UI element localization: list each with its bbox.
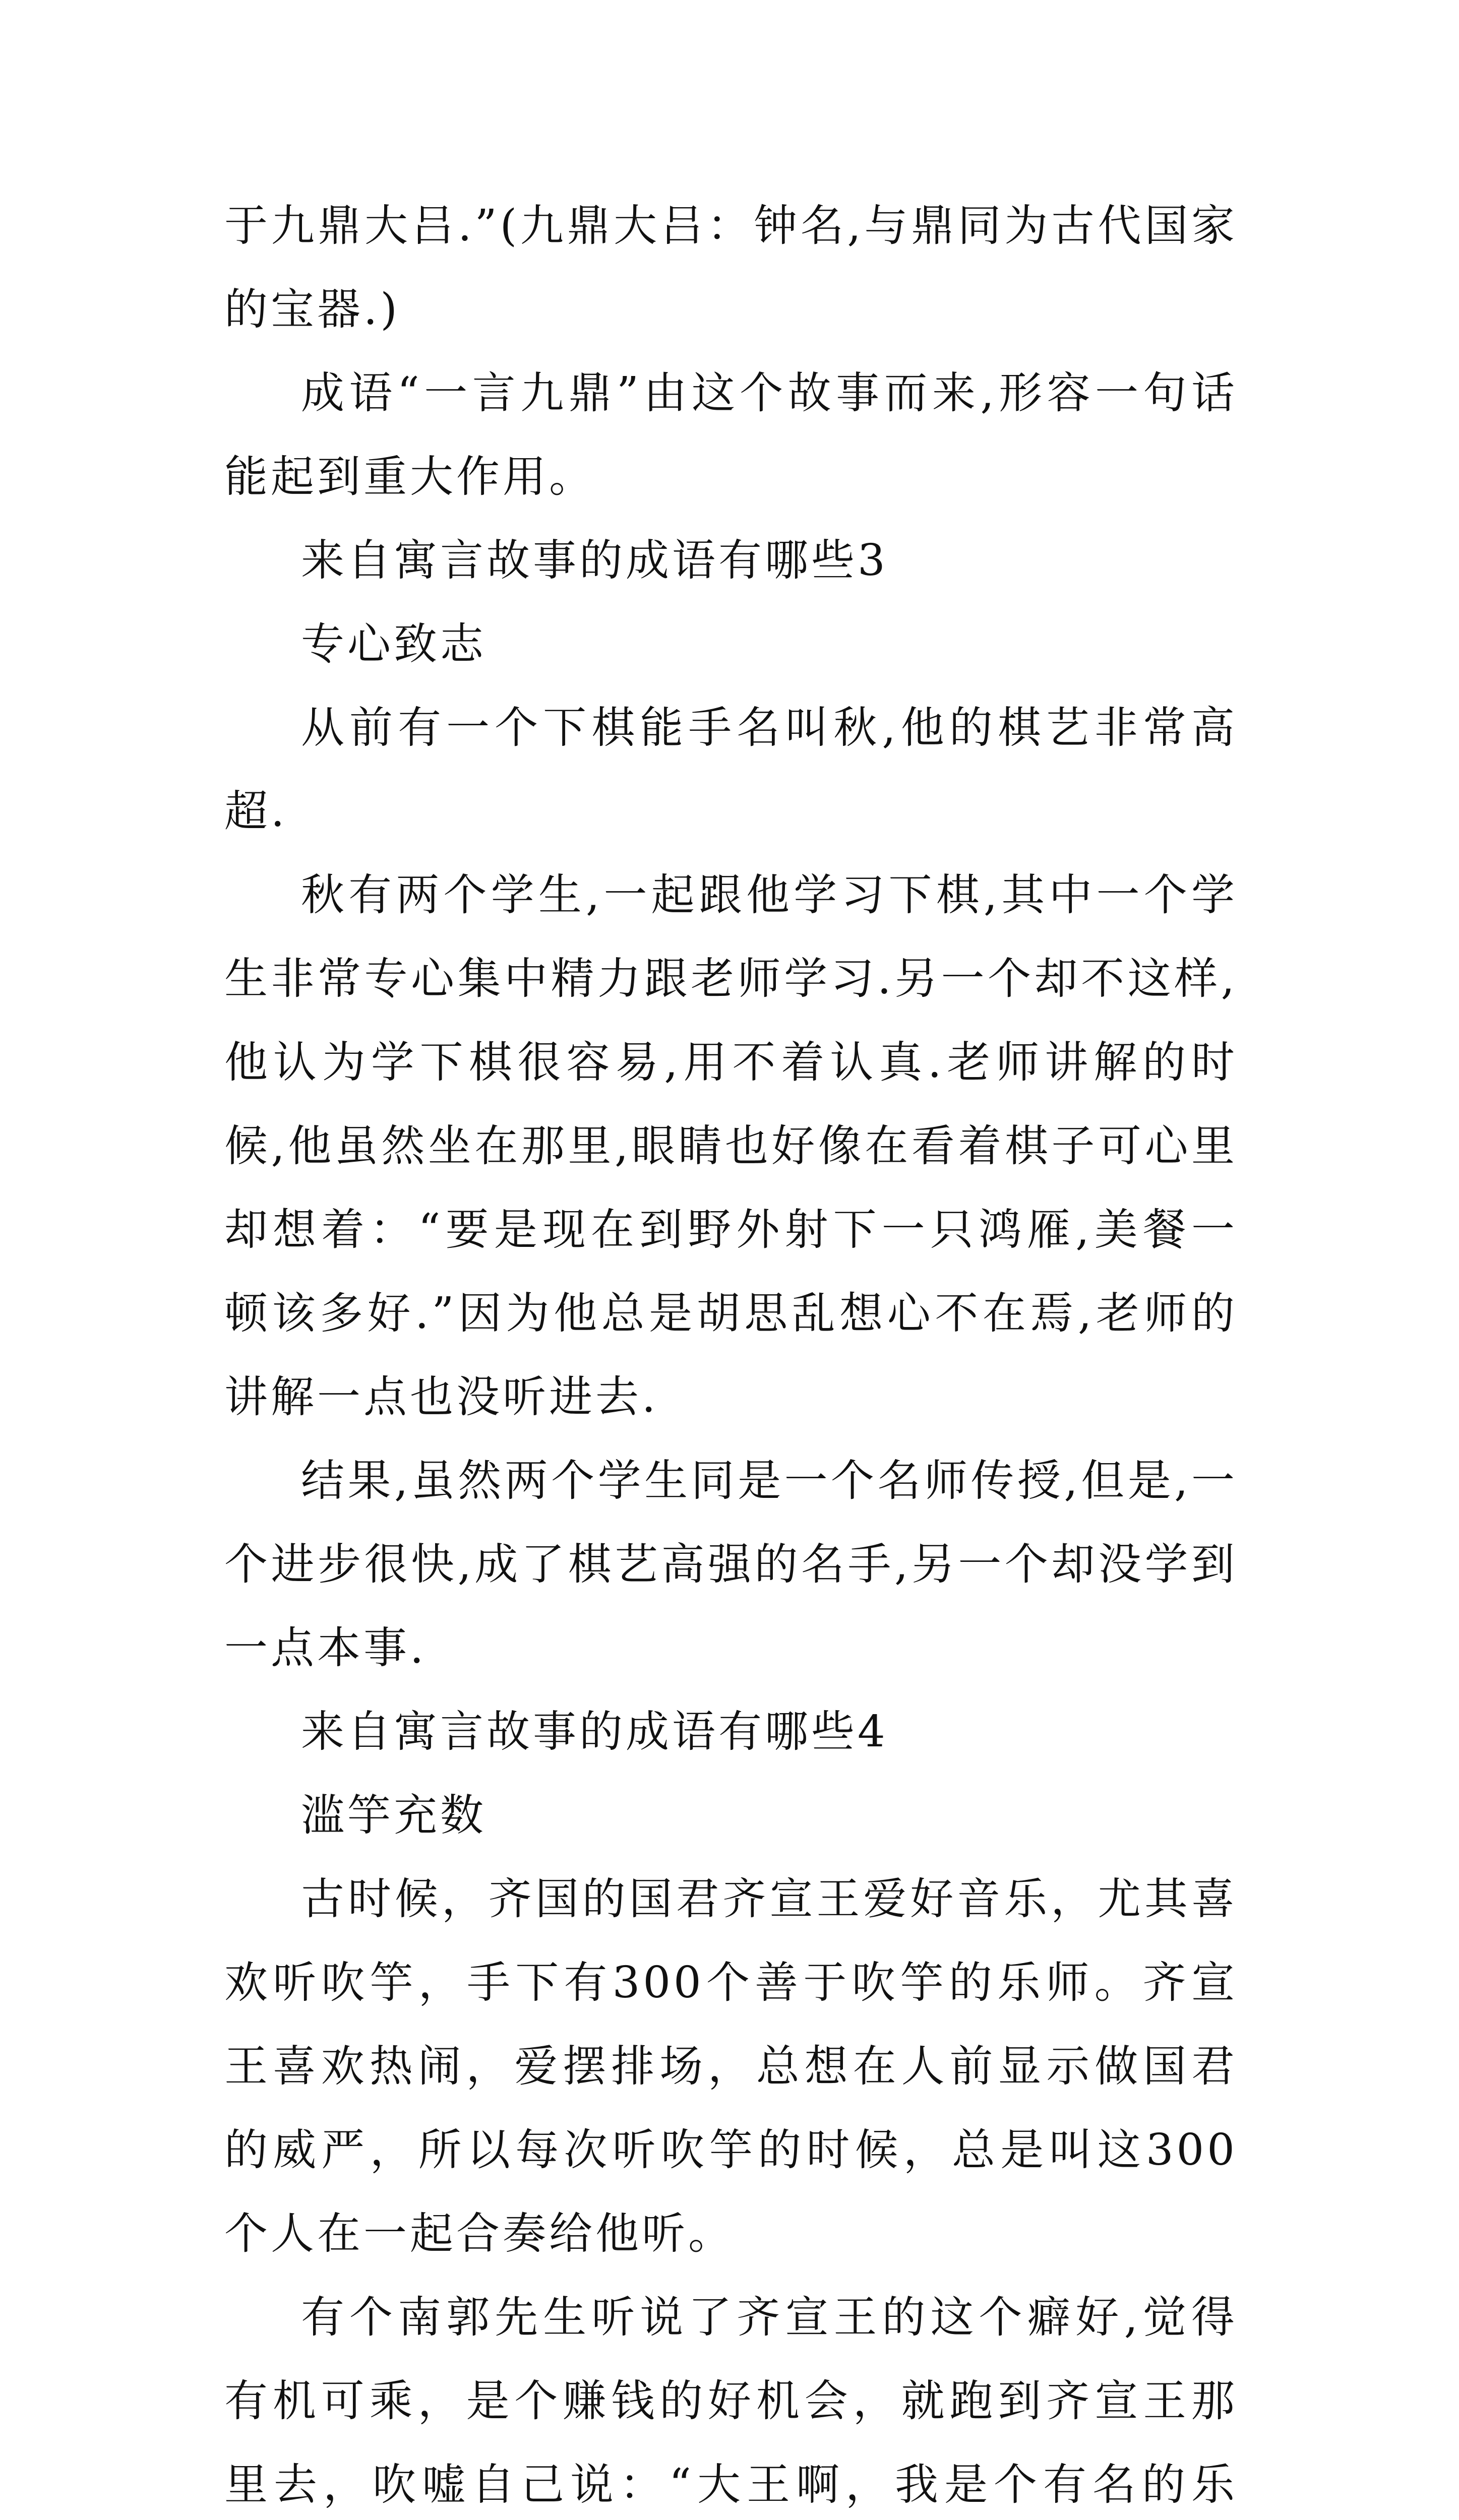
paragraph: 从前有一个下棋能手名叫秋,他的棋艺非常高超.	[224, 703, 1238, 837]
document-body	[224, 184, 1238, 2520]
paragraph: 于九鼎大吕.”(九鼎大吕：钟名,与鼎同为古代国家的宝器.)	[224, 201, 1238, 335]
paragraph: 结果,虽然两个学生同是一个名师传授,但是,一个进步很快,成了棋艺高强的名手,另一个却没学到一点本事.	[224, 1456, 1238, 1673]
idiom-title: 滥竽充数	[301, 1790, 487, 1841]
paragraph: 有个南郭先生听说了齐宣王的这个癖好,觉得有机可乘，是个赚钱的好机会，就跑到齐宣王那里去，吹嘘自己说：“大王啊，我是个有名的乐	[224, 2292, 1238, 2510]
section-heading: 来自寓言故事的成语有哪些3	[301, 535, 888, 586]
idiom-title: 专心致志	[301, 619, 487, 669]
paragraph: 秋有两个学生,一起跟他学习下棋,其中一个学生非常专心集中精力跟老师学习.另一个却不这样,他认为学下棋很容易,用不着认真.老师讲解的时候,他虽然坐在那里,眼睛也好像在看着棋子可心里却想着：“要是现在到野外射下一只鸿雁,美餐一顿该多好.”因为他总是胡思乱想心不在焉,老师的讲解一点也没听进去.	[224, 870, 1238, 1422]
paragraph: 成语“一言九鼎”由这个故事而来,形容一句话能起到重大作用。	[224, 368, 1238, 502]
paragraph: 古时候，齐国的国君齐宣王爱好音乐，尤其喜欢听吹竽，手下有300个善于吹竽的乐师。齐宣王喜欢热闹，爱摆排场，总想在人前显示做国君的威严，所以每次听吹竽的时候，总是叫这300个人在一起合奏给他听。	[224, 1874, 1238, 2259]
section-heading: 来自寓言故事的成语有哪些4	[301, 1707, 888, 1757]
